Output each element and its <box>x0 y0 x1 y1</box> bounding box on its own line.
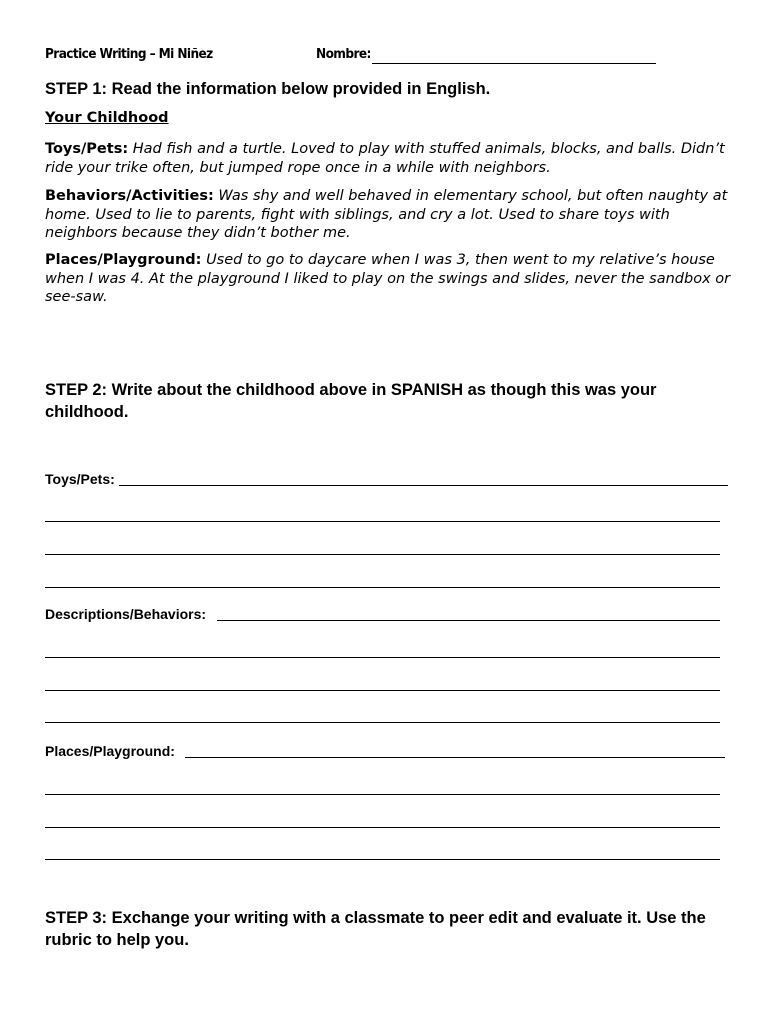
places-writing-line[interactable] <box>45 827 720 828</box>
toys-writing-line[interactable] <box>45 521 720 522</box>
name-label: Nombre: <box>316 46 371 62</box>
name-blank-line[interactable] <box>372 63 656 64</box>
places-paragraph-text: Used to go to daycare when I was 3, then went to my relative’s house when I was 4. At the playground I liked to play on the swings and slides, never the sandbox or see-saw. <box>45 252 731 305</box>
toys-paragraph-text: Had fish and a turtle. Loved to play with stuffed animals, blocks, and balls. Didn’t ride your trike often, but jumped rope once in a while with neighbors. <box>45 141 725 176</box>
descriptions-writing-line[interactable] <box>45 657 720 658</box>
descriptions-field-label: Descriptions/Behaviors: <box>45 606 207 622</box>
places-paragraph-label: Places/Playground: <box>45 252 202 268</box>
descriptions-writing-line[interactable] <box>45 690 720 691</box>
toys-field-label: Toys/Pets: <box>45 471 115 487</box>
childhood-heading: Your Childhood <box>45 110 169 126</box>
step-3-instruction: STEP 3: Exchange your writing with a classmate to peer edit and evaluate it. Use the rubric to help you. <box>45 909 706 949</box>
behaviors-paragraph-label: Behaviors/Activities: <box>45 188 214 204</box>
places-writing-line[interactable] <box>45 859 720 860</box>
behaviors-paragraph <box>45 187 735 243</box>
descriptions-answer-line[interactable] <box>217 620 720 621</box>
descriptions-writing-line[interactable] <box>45 722 720 723</box>
step-1-instruction: STEP 1: Read the information below provided in English. <box>45 80 491 98</box>
toys-writing-line[interactable] <box>45 554 720 555</box>
toys-answer-line[interactable] <box>119 485 728 486</box>
places-writing-line[interactable] <box>45 794 720 795</box>
behaviors-paragraph-text: Was shy and well behaved in elementary school, but often naughty at home. Used to lie to parents, fight with siblings, and cry a lot. Used to share toys with neighbors because they didn’t bother me. <box>45 188 728 241</box>
toys-writing-line[interactable] <box>45 587 720 588</box>
places-paragraph <box>45 251 735 307</box>
toys-paragraph <box>45 140 735 177</box>
toys-paragraph-label: Toys/Pets: <box>45 141 129 157</box>
step-2-instruction: STEP 2: Write about the childhood above in SPANISH as though this was your childhood. <box>45 381 657 421</box>
places-field-label: Places/Playground: <box>45 743 175 759</box>
places-answer-line[interactable] <box>185 757 725 758</box>
worksheet-title: Practice Writing – Mi Niñez <box>45 46 213 62</box>
